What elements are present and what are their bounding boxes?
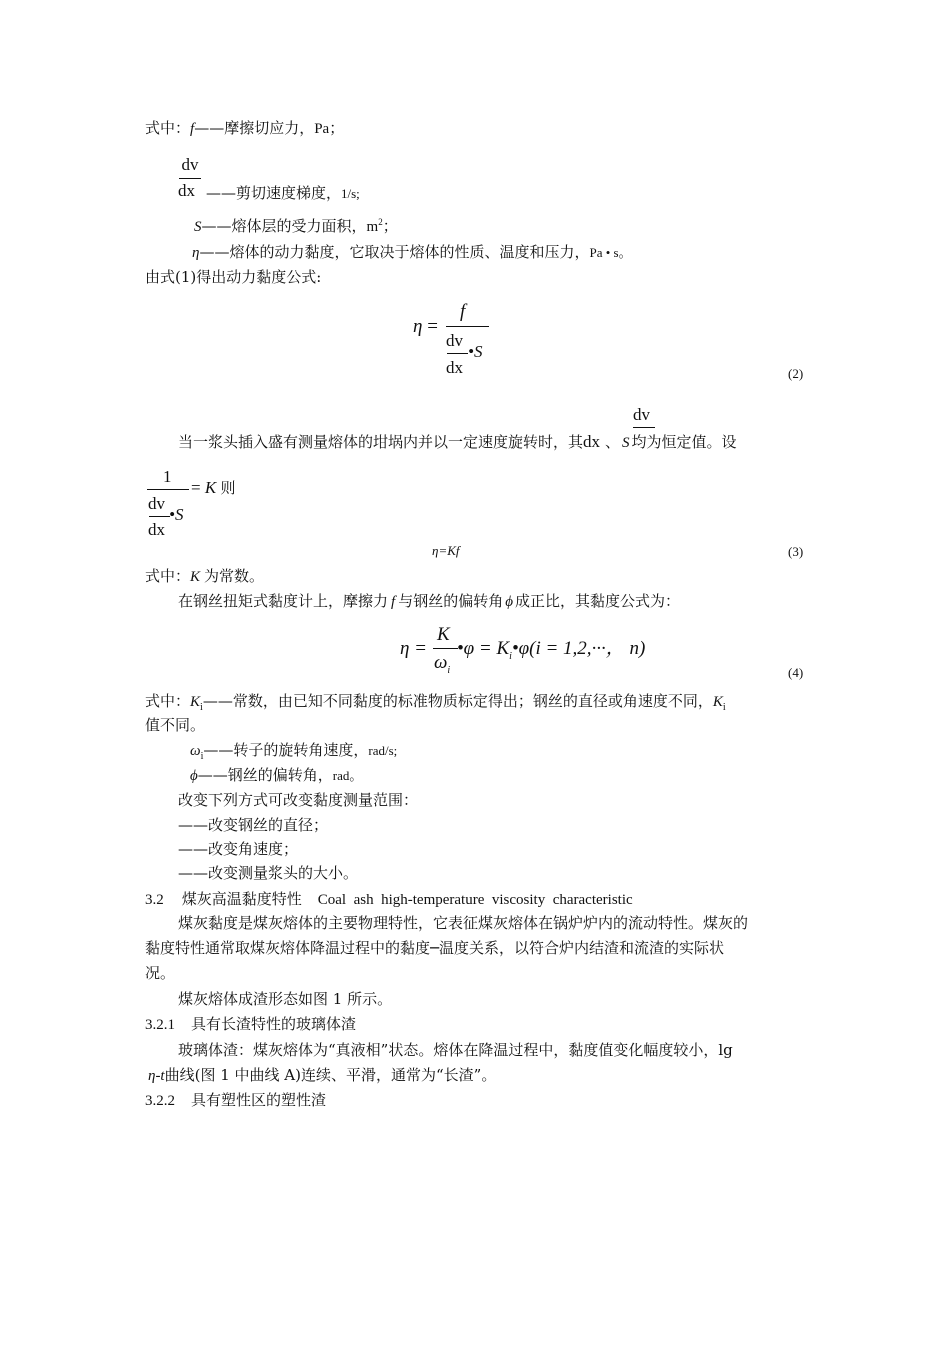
symbol-eta: η [192, 245, 200, 261]
def-omega-line [190, 741, 397, 763]
para-insert [178, 432, 737, 452]
range-item: ——改变角速度； [178, 840, 299, 858]
unit: Pa • s。 [589, 245, 632, 260]
section-heading-3-2-2 [145, 1091, 326, 1110]
fraction-denominator [178, 181, 195, 201]
para-text: 与钢丝的偏转角 [398, 592, 504, 610]
superscript: 2 [378, 217, 383, 227]
inline-frac-den: dx [583, 432, 601, 451]
def-prefix: 式中： [145, 692, 191, 710]
subscript: i [722, 702, 726, 713]
rest-part: •φ(i = 1,2,···， n) [511, 638, 646, 659]
fraction-bar [179, 178, 201, 179]
dash: —— [203, 741, 234, 759]
def-dvdx-line [206, 184, 360, 202]
eq2-den-num: dv [446, 331, 463, 350]
eq2-number: (2) [788, 366, 804, 381]
symbol-omega: ω [190, 743, 201, 759]
dash: —— [201, 217, 232, 235]
subscript: i [200, 751, 204, 762]
k-frac-num: 1 [163, 467, 172, 486]
subscript: i [447, 664, 451, 676]
section-number: 3.2.2 [145, 1093, 175, 1109]
symbol-k: K [712, 694, 723, 710]
def-phi-line [190, 766, 362, 785]
para-ash-line3: 况。 [145, 964, 176, 982]
eq4-denominator [434, 652, 450, 677]
def-text: 钢丝的偏转角， [227, 766, 333, 784]
k-main-bar [147, 489, 189, 490]
range-item: ——改变钢丝的直径； [178, 816, 329, 834]
section-title: 煤灰高温黏度特性 [181, 890, 302, 908]
inline-frac-num: dv [633, 405, 650, 424]
symbol-phi: ϕ [505, 594, 513, 610]
symbol-f: f [190, 121, 195, 137]
then-word: 则 [220, 479, 236, 497]
eq2-lhs [413, 316, 438, 339]
symbol-k: K [190, 694, 201, 710]
para-text: 当一浆头插入盛有测量熔体的坩埚内并以一定速度旋转时，其 [178, 433, 584, 451]
symbol-k: K [204, 478, 217, 497]
def-ki-cont: 值不同。 [145, 716, 206, 734]
eta: η [413, 316, 423, 337]
para-k [145, 567, 264, 586]
eta-equals: η = [400, 638, 427, 659]
omega: ω [434, 652, 448, 673]
def-text: 熔体的动力黏度，它取决于熔体的性质、温度和压力， [229, 243, 590, 261]
section-title: 具有长渣特性的玻璃体渣 [191, 1015, 357, 1033]
eq4-bar [433, 648, 458, 649]
para-wire [178, 592, 680, 611]
eq4-numerator: K [437, 624, 450, 645]
para-ash-line2: 黏度特性通常取煤灰熔体降温过程中的黏度─温度关系，以符合炉内结渣和流渣的实际状 [145, 939, 725, 957]
def-text: 转子的旋转角速度， [233, 741, 369, 759]
dash: —— [197, 766, 228, 784]
dash: —— [199, 243, 230, 261]
def-ki-line [145, 692, 726, 714]
unit: rad/s; [368, 743, 398, 758]
symbol-k: K [190, 569, 201, 585]
para-text: 成正比，其黏度公式为： [514, 592, 680, 610]
inline-frac-bar [633, 427, 655, 428]
eq4-rest [457, 638, 645, 663]
para-text: 在钢丝扭矩式黏度计上，摩擦力 [178, 592, 389, 610]
range-item: ——改变测量浆头的大小。 [178, 864, 359, 882]
fraction-numerator [178, 155, 202, 175]
def-text: 摩擦切应力， [224, 119, 315, 137]
para-derive: 由式(1)得出动力黏度公式: [145, 268, 322, 286]
section-number: 3.2 [145, 892, 164, 908]
unit: 1/s; [341, 186, 360, 201]
def-text: 熔体层的受力面积， [231, 217, 367, 235]
numerator: dv [181, 155, 199, 174]
para-ash-line1: 煤灰黏度是煤灰熔体的主要物理特性，它表征煤灰熔体在锅炉炉内的流动特性。煤灰的 [178, 914, 749, 932]
section-title-en: Coal ash high-temperature viscosity characteristic [317, 892, 633, 908]
k-eq [191, 478, 235, 498]
symbol-f: f [391, 594, 396, 610]
eq2-main-bar [446, 326, 489, 327]
dash: —— [202, 692, 233, 710]
k-den-tail: •S [169, 505, 184, 524]
punct: ； [382, 217, 398, 235]
def-prefix: 式中： [145, 567, 191, 585]
def-text: 剪切速度梯度， [236, 184, 342, 202]
eq2-den-bar [447, 353, 468, 354]
fraction-dvdx [178, 155, 202, 175]
range-intro: 改变下列方式可改变黏度测量范围： [178, 791, 419, 809]
para-glass-line1: 玻璃体渣：煤灰熔体为“真液相”状态。熔体在降温过程中，黏度值变化幅度较小，lg [178, 1041, 733, 1059]
k-den-bar [149, 516, 170, 517]
eq2-den-tail: •S [468, 342, 483, 361]
symbol-s: S [622, 435, 630, 451]
eq2-den-den: dx [446, 358, 463, 377]
subscript: i [509, 650, 512, 662]
para-text: 曲线(图 1 中曲线 A)连续、平滑，通常为“长渣”。 [164, 1066, 497, 1084]
eq3: η=Kf [432, 543, 460, 558]
denominator: dx [178, 181, 195, 200]
eq4-number: (4) [788, 665, 804, 680]
def-text: 常数，由已知不同黏度的标准物质标定得出；钢丝的直径或角速度不同， [232, 692, 713, 710]
equals: = [191, 478, 205, 497]
eq4-lhs [400, 638, 427, 661]
section-number: 3.2.1 [145, 1017, 175, 1033]
symbol-s: S [194, 219, 202, 235]
section-heading-3-2-1 [145, 1015, 356, 1034]
subscript: i [200, 702, 203, 713]
def-f-line [145, 119, 344, 138]
section-title: 具有塑性区的塑性渣 [191, 1091, 327, 1109]
para-fig: 煤灰熔体成渣形态如图 1 所示。 [178, 990, 393, 1008]
dash: —— [194, 119, 225, 137]
def-prefix: 式中： [145, 119, 191, 137]
unit: rad。 [332, 768, 363, 783]
eq2-numerator: f [460, 301, 466, 322]
eq3-number: (3) [788, 544, 804, 559]
unit: m [366, 219, 379, 235]
unit: Pa； [314, 121, 345, 137]
section-heading-3-2 [145, 890, 633, 909]
equals: = [427, 316, 438, 337]
def-text: 为常数。 [204, 567, 265, 585]
def-s-line [194, 217, 398, 236]
symbol-eta-t: η-t [148, 1068, 165, 1084]
rest-part: •φ = K [457, 638, 510, 659]
dash: —— [206, 184, 236, 202]
def-eta-line [192, 243, 632, 262]
symbol-phi: ϕ [190, 768, 198, 784]
k-den-den: dx [148, 520, 165, 539]
para-text: 均为恒定值。设 [631, 433, 737, 451]
k-den-num: dv [148, 494, 165, 513]
separator: 、 [605, 433, 621, 451]
para-glass-line2 [148, 1066, 496, 1085]
